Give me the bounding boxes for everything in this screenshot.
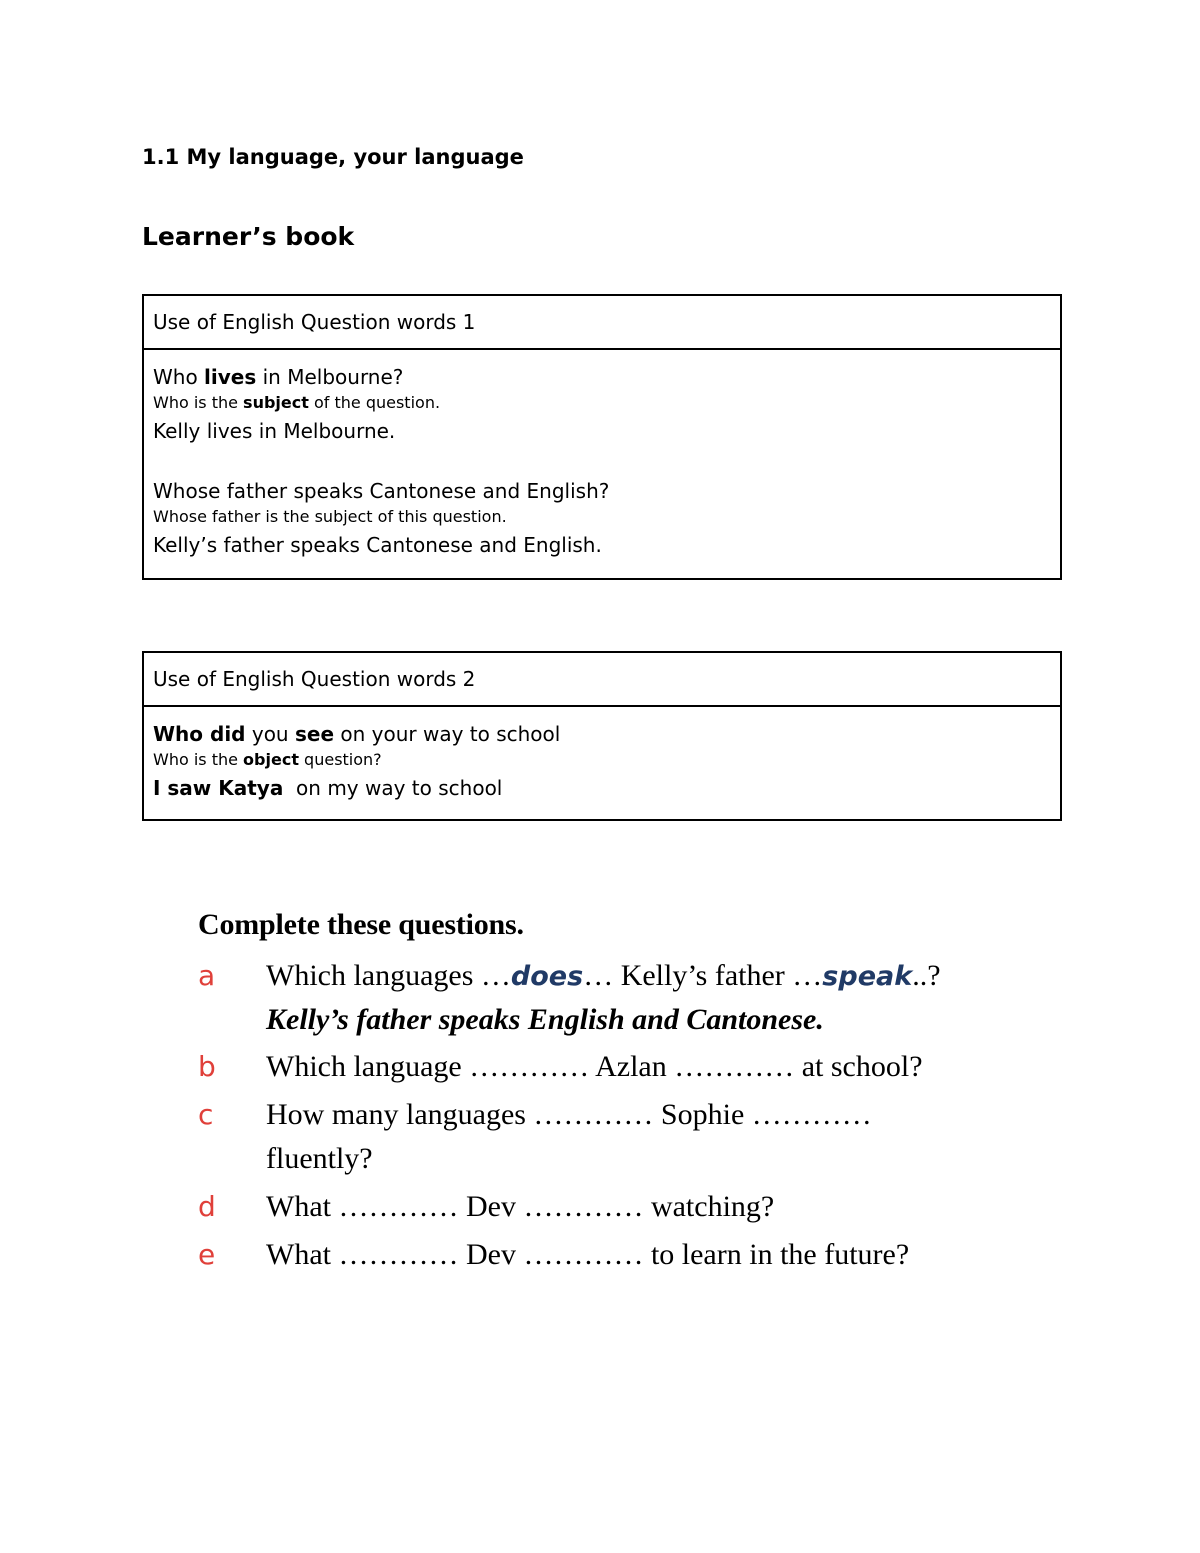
item-letter-b: b — [198, 1050, 216, 1083]
explanation-2: Whose father is the subject of this question. — [153, 507, 507, 526]
box-2-title: Use of English Question words 2 — [144, 653, 1060, 707]
question-words-1-box — [142, 294, 1062, 580]
example-answer-2: Kelly’s father speaks Cantonese and English. — [153, 533, 602, 557]
section-title: 1.1 My language, your language — [142, 145, 524, 169]
exercise-item-d: d What ………… Dev ………… watching? — [198, 1185, 941, 1229]
question-words-2-box — [142, 651, 1062, 821]
example-question-1: Who lives in Melbourne? — [153, 365, 404, 389]
handwritten-answer-speak: speak — [822, 961, 913, 992]
example-question-3: Who did you see on your way to school — [153, 722, 561, 746]
exercise-item-e: e What ………… Dev ………… to learn in the future? — [198, 1233, 941, 1277]
exercise-section — [198, 908, 941, 1277]
item-letter-e: e — [198, 1238, 216, 1271]
box-1-title: Use of English Question words 1 — [144, 296, 1060, 350]
exercise-item-b: b Which language ………… Azlan ………… at school? — [198, 1045, 941, 1089]
example-answer-a: Kelly’s father speaks English and Cantonese. — [266, 1003, 824, 1036]
exercise-item-c: c How many languages ………… Sophie ………… fluently? — [198, 1093, 941, 1181]
exercise-item-a: a Which languages …does… Kelly’s father …speak..? Kelly’s father speaks English and Cantonese. — [198, 954, 941, 1041]
example-answer-1: Kelly lives in Melbourne. — [153, 419, 396, 443]
example-answer-3: I saw Katya on my way to school — [153, 776, 503, 800]
item-letter-a: a — [198, 959, 216, 992]
item-letter-c: c — [198, 1098, 214, 1131]
exercise-title: Complete these questions. — [198, 908, 524, 941]
handwritten-answer-does: does — [510, 961, 584, 992]
explanation-3: Who is the object question? — [153, 750, 382, 769]
explanation-1: Who is the subject of the question. — [153, 393, 441, 412]
example-question-2: Whose father speaks Cantonese and English? — [153, 479, 610, 503]
page-subtitle: Learner’s book — [142, 222, 355, 251]
item-letter-d: d — [198, 1190, 216, 1223]
